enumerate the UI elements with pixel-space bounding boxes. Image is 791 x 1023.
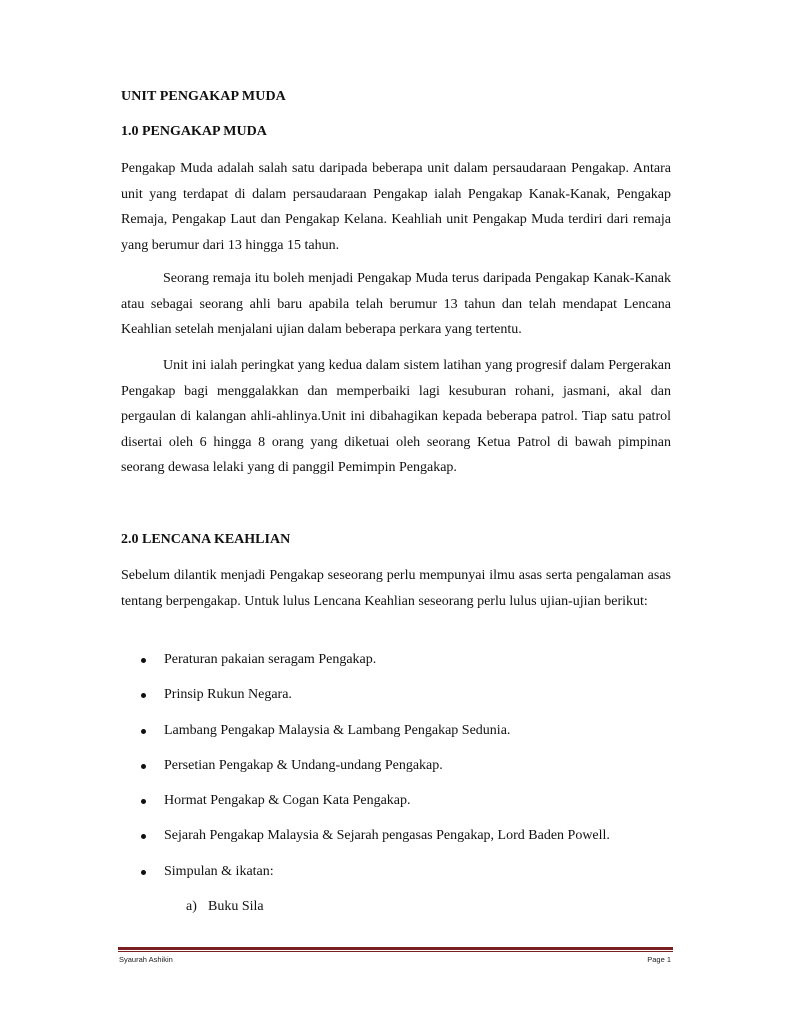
bullet-icon — [141, 799, 146, 804]
section-heading-2: 2.0 LENCANA KEAHLIAN — [121, 532, 291, 547]
bullet-icon — [141, 693, 146, 698]
paragraph-1: Pengakap Muda adalah salah satu daripada beberapa unit dalam persaudaraan Pengakap. Antara unit yang terdapat di dalam persaudaraan Pengakap ialah Pengakap Kanak-Kanak, Pengakap Remaja, Pengakap Laut dan Pengakap Kelana. Keahliah unit Pengakap Muda terdiri dari remaja yang berumur dari 13 hingga 15 tahun. — [121, 161, 671, 253]
footer-divider — [118, 947, 673, 950]
bullet-icon — [141, 729, 146, 734]
footer-divider-thin — [118, 951, 673, 952]
bullet-icon — [141, 870, 146, 875]
paragraph-3: Unit ini ialah peringkat yang kedua dalam sistem latihan yang progresif dalam Pergerakan Pengakap bagi menggalakkan dan memperbaiki lagi kesuburan rohani, jasmani, akal dan pergaulan di kalangan ahli-ahlinya.Unit ini dibahagikan kepada beberapa patrol. Tiap satu patrol disertai oleh 6 hingga 8 orang yang diketuai oleh seorang Ketua Patrol di bawah pimpinan seorang dewasa lelaki yang di panggil Pemimpin Pengakap. — [121, 358, 671, 475]
list-item-text: Hormat Pengakap & Cogan Kata Pengakap. — [164, 793, 411, 809]
list-item — [121, 756, 671, 791]
bullet-icon — [141, 658, 146, 663]
footer-author: Syaurah Ashikin — [119, 955, 173, 964]
list-item-text: Lambang Pengakap Malaysia & Lambang Pengakap Sedunia. — [164, 722, 511, 738]
document-title: UNIT PENGAKAP MUDA — [121, 89, 286, 104]
bullet-icon — [141, 764, 146, 769]
requirements-list — [121, 650, 671, 897]
list-item — [121, 721, 671, 756]
list-item — [121, 862, 671, 897]
list-item-text: Simpulan & ikatan: — [164, 863, 274, 879]
list-item-text: Prinsip Rukun Negara. — [164, 687, 292, 703]
list-item — [121, 791, 671, 826]
sub-list-item — [186, 897, 264, 917]
bullet-icon — [141, 834, 146, 839]
list-item-text: Sejarah Pengakap Malaysia & Sejarah pengasas Pengakap, Lord Baden Powell. — [164, 828, 610, 844]
sub-list-marker: a) — [186, 899, 197, 914]
list-item — [121, 685, 671, 720]
paragraph-intro: Sebelum dilantik menjadi Pengakap seseorang perlu mempunyai ilmu asas serta pengalaman asas tentang berpengakap. Untuk lulus Lencana Keahlian seseorang perlu lulus ujian-ujian berikut: — [121, 568, 671, 609]
footer-page-number: Page 1 — [647, 955, 671, 964]
section-heading-1: 1.0 PENGAKAP MUDA — [121, 124, 267, 139]
list-item-text: Peraturan pakaian seragam Pengakap. — [164, 652, 377, 667]
list-item-text: Persetian Pengakap & Undang-undang Pengakap. — [164, 757, 443, 773]
list-item — [121, 826, 671, 861]
paragraph-2: Seorang remaja itu boleh menjadi Pengakap Muda terus daripada Pengakap Kanak-Kanak atau sebagai seorang ahli baru apabila telah berumur 13 tahun dan telah mendapat Lencana Keahlian setelah menjalani ujian dalam beberapa perkara yang tertentu. — [121, 271, 671, 337]
sub-list-text: Buku Sila — [208, 899, 264, 914]
list-item — [121, 650, 671, 685]
